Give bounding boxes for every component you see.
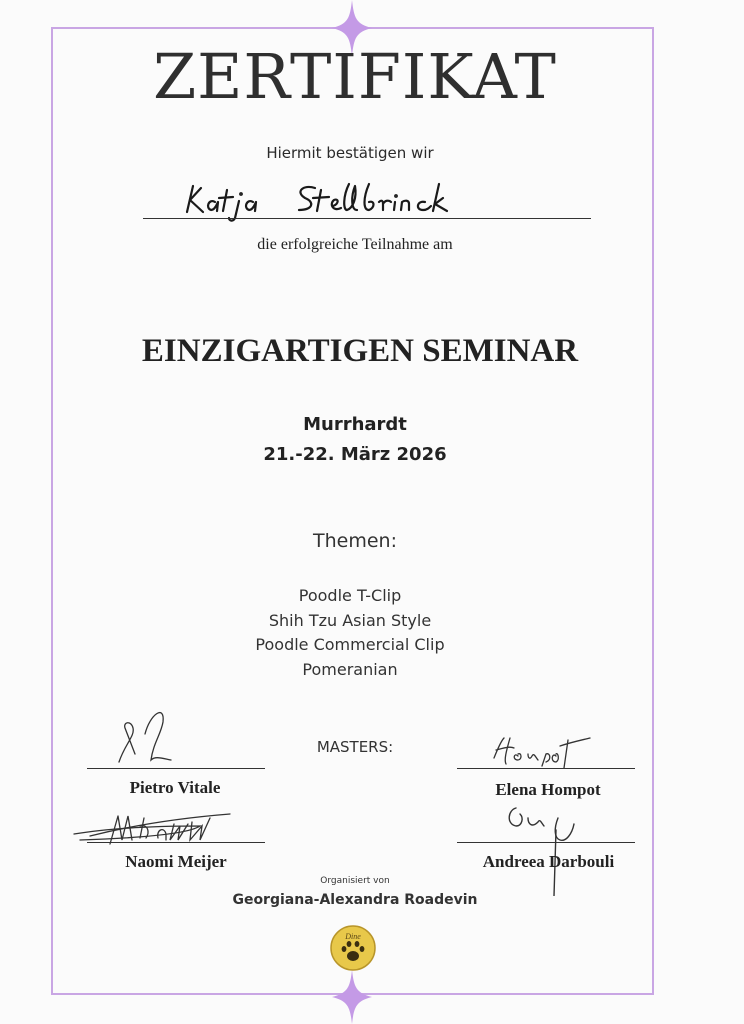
signature-line xyxy=(457,768,635,769)
signature-andreea-darbouli xyxy=(496,800,586,896)
master-name: Naomi Meijer xyxy=(125,852,227,871)
certificate-title: ZERTIFIKAT xyxy=(153,40,557,113)
seminar-title: EINZIGARTIGEN SEMINAR xyxy=(141,333,579,369)
signature-line xyxy=(457,842,635,843)
signature-naomi-meijer xyxy=(70,804,240,854)
topic-item: Poodle Commercial Clip xyxy=(255,635,445,654)
sparkle-bottom-icon xyxy=(332,970,372,1024)
topic-item: Poodle T-Clip xyxy=(298,586,402,605)
svg-text:Dine: Dine xyxy=(345,932,361,941)
participation-text: die erfolgreiche Teilnahme am xyxy=(257,236,453,253)
signature-line xyxy=(87,842,265,843)
signature-pietro-vitale xyxy=(95,704,195,774)
organizer-name: Georgiana-Alexandra Roadevin xyxy=(232,892,478,908)
organized-by-label: Organisiert von xyxy=(320,876,390,886)
participant-signature xyxy=(143,174,591,224)
seminar-date: 21.-22. März 2026 xyxy=(263,444,447,465)
signature-line xyxy=(87,768,265,769)
participant-name-line xyxy=(143,218,591,219)
signature-elena-hompot xyxy=(484,728,594,778)
master-name: Pietro Vitale xyxy=(129,778,221,797)
master-name: Elena Hompot xyxy=(495,780,601,799)
master-name: Andreea Darbouli xyxy=(482,852,615,871)
topic-item: Pomeranian xyxy=(302,659,398,679)
seminar-location: Murrhardt xyxy=(303,414,407,435)
masters-label: MASTERS: xyxy=(316,738,394,756)
intro-text: Hiermit bestätigen wir xyxy=(266,144,434,162)
topics-label: Themen: xyxy=(313,530,397,552)
paw-logo-icon xyxy=(329,924,377,972)
topics-list xyxy=(200,584,500,682)
topic-item: Shih Tzu Asian Style xyxy=(268,610,432,630)
